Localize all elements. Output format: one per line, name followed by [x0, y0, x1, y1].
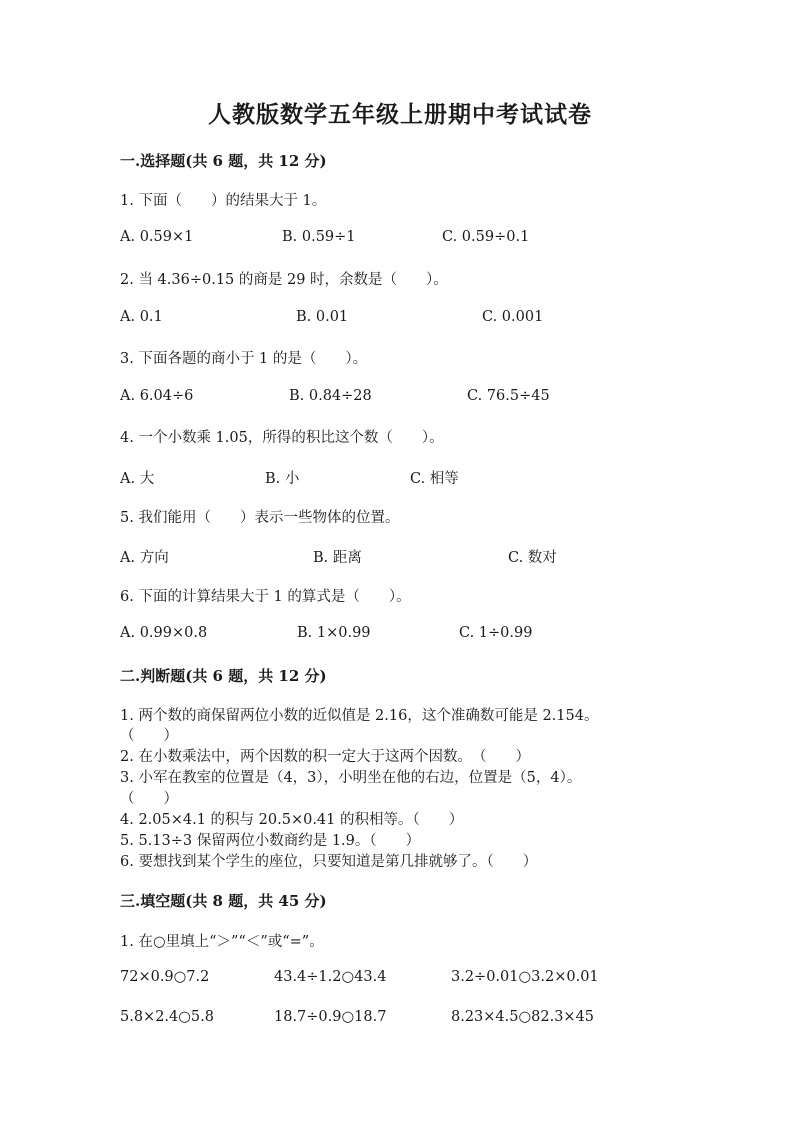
- comparison-item: 43.4÷1.2○43.4: [274, 969, 387, 985]
- option-c: C. 数对: [508, 550, 557, 566]
- page-title: 人教版数学五年级上册期中考试试卷: [208, 101, 592, 128]
- question-stem: 5. 我们能用（ ）表示一些物体的位置。: [120, 510, 400, 526]
- judgement-answer-blank: （ ）: [120, 728, 178, 744]
- section-heading-choice: 一.选择题(共 6 题，共 12 分): [120, 152, 327, 170]
- judgement-answer-blank: （ ）: [120, 791, 178, 807]
- option-b: B. 小: [265, 471, 300, 487]
- option-a: A. 0.59×1: [120, 229, 194, 245]
- judgement-line: 2. 在小数乘法中，两个因数的积一定大于这两个因数。 （ ）: [120, 749, 530, 765]
- option-a: A. 6.04÷6: [120, 388, 194, 404]
- comparison-item: 8.23×4.5○82.3×45: [451, 1009, 595, 1025]
- judgement-line: 1. 两个数的商保留两位小数的近似值是 2.16，这个准确数可能是 2.154。: [120, 708, 599, 724]
- comparison-item: 5.8×2.4○5.8: [120, 1009, 214, 1025]
- comparison-item: 3.2÷0.01○3.2×0.01: [451, 969, 599, 985]
- option-c: C. 1÷0.99: [459, 625, 533, 641]
- judgement-line: 6. 要想找到某个学生的座位，只要知道是第几排就够了。（ ）: [120, 854, 538, 870]
- judgement-line: 3. 小军在教室的位置是（4，3），小明坐在他的右边，位置是（5，4）。: [120, 770, 582, 786]
- option-b: B. 1×0.99: [297, 625, 371, 641]
- option-a: A. 方向: [120, 550, 169, 566]
- option-b: B. 距离: [313, 550, 362, 566]
- option-c: C. 76.5÷45: [467, 388, 550, 404]
- question-stem: 3. 下面各题的商小于 1 的是（ ）。: [120, 351, 368, 367]
- comparison-item: 18.7÷0.9○18.7: [274, 1009, 387, 1025]
- judgement-line: 4. 2.05×4.1 的积与 20.5×0.41 的积相等。（ ）: [120, 812, 464, 828]
- option-a: A. 0.99×0.8: [120, 625, 208, 641]
- question-stem: 1. 在○里填上“＞”“＜”或“=”。: [120, 934, 324, 950]
- option-c: C. 0.59÷0.1: [442, 229, 530, 245]
- option-b: B. 0.84÷28: [289, 388, 372, 404]
- section-heading-fill-in: 三.填空题(共 8 题，共 45 分): [120, 892, 327, 910]
- option-c: C. 相等: [410, 471, 459, 487]
- option-b: B. 0.01: [296, 309, 349, 325]
- question-stem: 2. 当 4.36÷0.15 的商是 29 时，余数是（ ）。: [120, 272, 448, 288]
- option-a: A. 0.1: [120, 309, 163, 325]
- section-heading-judgement: 二.判断题(共 6 题，共 12 分): [120, 667, 327, 685]
- question-stem: 6. 下面的计算结果大于 1 的算式是（ ）。: [120, 589, 411, 605]
- question-stem: 4. 一个小数乘 1.05，所得的积比这个数（ ）。: [120, 430, 444, 446]
- question-stem: 1. 下面（ ）的结果大于 1。: [120, 193, 327, 209]
- comparison-item: 72×0.9○7.2: [120, 969, 210, 985]
- option-a: A. 大: [120, 471, 155, 487]
- option-b: B. 0.59÷1: [282, 229, 356, 245]
- option-c: C. 0.001: [482, 309, 544, 325]
- judgement-line: 5. 5.13÷3 保留两位小数商约是 1.9。（ ）: [120, 833, 421, 849]
